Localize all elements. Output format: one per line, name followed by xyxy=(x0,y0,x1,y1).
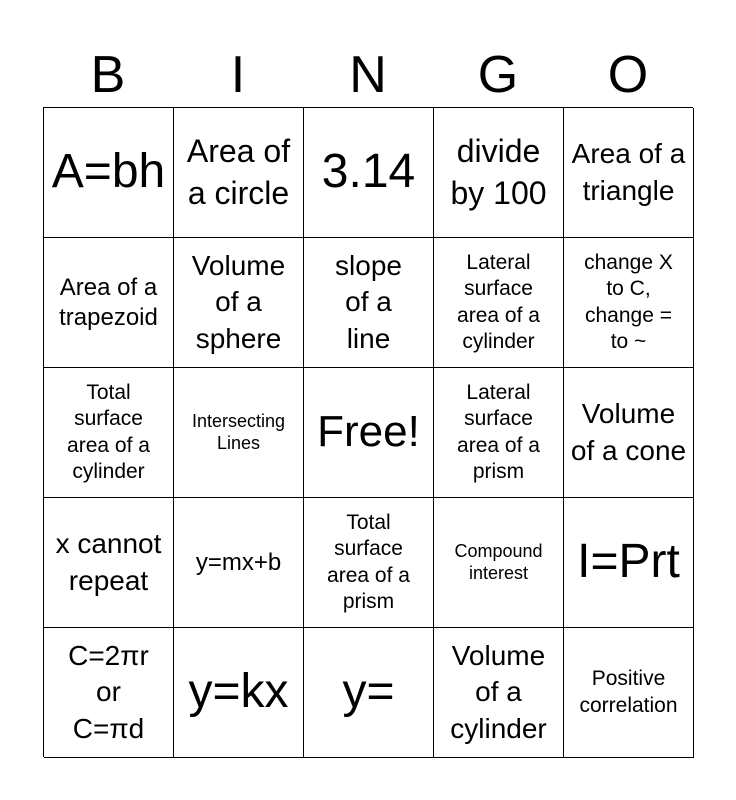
bingo-cell[interactable] xyxy=(434,498,564,628)
bingo-cell[interactable] xyxy=(434,108,564,238)
cell-text: Area of a trapezoid xyxy=(59,273,158,331)
cell-text: Lateral surface area of a prism xyxy=(457,381,540,483)
bingo-cell[interactable] xyxy=(174,368,304,498)
bingo-cell[interactable] xyxy=(174,238,304,368)
bingo-cell[interactable] xyxy=(304,498,434,628)
cell-text: 3.14 xyxy=(321,145,416,199)
bingo-cell[interactable] xyxy=(44,368,174,498)
cell-text: Total surface area of a prism xyxy=(327,511,410,613)
cell-text: slope of a line xyxy=(335,249,402,354)
cell-text: x cannot repeat xyxy=(55,528,162,596)
bingo-cell[interactable] xyxy=(564,108,694,238)
cell-text: A=bh xyxy=(51,145,166,199)
bingo-grid xyxy=(43,107,693,757)
bingo-cell[interactable] xyxy=(564,238,694,368)
cell-text: Positive correlation xyxy=(579,667,678,717)
cell-text: change X to C, change = to ~ xyxy=(584,251,673,353)
cell-text: Compound interest xyxy=(454,540,543,583)
cell-text: Total surface area of a cylinder xyxy=(67,381,150,483)
bingo-cell[interactable] xyxy=(564,368,694,498)
bingo-cell[interactable] xyxy=(304,368,434,498)
cell-text: y=mx+b xyxy=(195,548,282,576)
bingo-cell[interactable] xyxy=(44,108,174,238)
cell-text: Volume of a cylinder xyxy=(450,639,547,744)
cell-text: Lateral surface area of a cylinder xyxy=(457,251,540,353)
bingo-cell[interactable] xyxy=(44,498,174,628)
cell-text: Area of a triangle xyxy=(571,138,686,206)
header-letter-n: N xyxy=(349,46,387,104)
bingo-cell[interactable] xyxy=(174,628,304,758)
header-letter-b: B xyxy=(90,46,126,104)
cell-text: Area of a circle xyxy=(186,132,291,211)
bingo-cell[interactable] xyxy=(434,368,564,498)
cell-text: Volume of a cone xyxy=(570,398,687,466)
bingo-cell[interactable] xyxy=(434,238,564,368)
cell-text: y=kx xyxy=(188,665,289,719)
bingo-cell[interactable] xyxy=(564,628,694,758)
header-letter-i: I xyxy=(230,46,246,104)
cell-text: divide by 100 xyxy=(450,132,547,211)
bingo-cell[interactable] xyxy=(434,628,564,758)
bingo-cell[interactable] xyxy=(304,628,434,758)
header-letter-g: G xyxy=(477,46,519,104)
cell-text: Free! xyxy=(317,407,420,457)
cell-text: I=Prt xyxy=(577,535,680,589)
bingo-cell[interactable] xyxy=(174,498,304,628)
bingo-cell[interactable] xyxy=(174,108,304,238)
bingo-cell[interactable] xyxy=(44,238,174,368)
header-letter-o: O xyxy=(607,46,649,104)
cell-text: y= xyxy=(342,665,395,719)
cell-text: Volume of a sphere xyxy=(191,249,286,354)
bingo-cell[interactable] xyxy=(304,238,434,368)
bingo-cell[interactable] xyxy=(304,108,434,238)
cell-text: Intersecting Lines xyxy=(191,410,286,453)
bingo-cell[interactable] xyxy=(44,628,174,758)
bingo-cell[interactable] xyxy=(564,498,694,628)
bingo-header xyxy=(43,42,693,108)
cell-text: C=2πr or C=πd xyxy=(68,639,149,744)
